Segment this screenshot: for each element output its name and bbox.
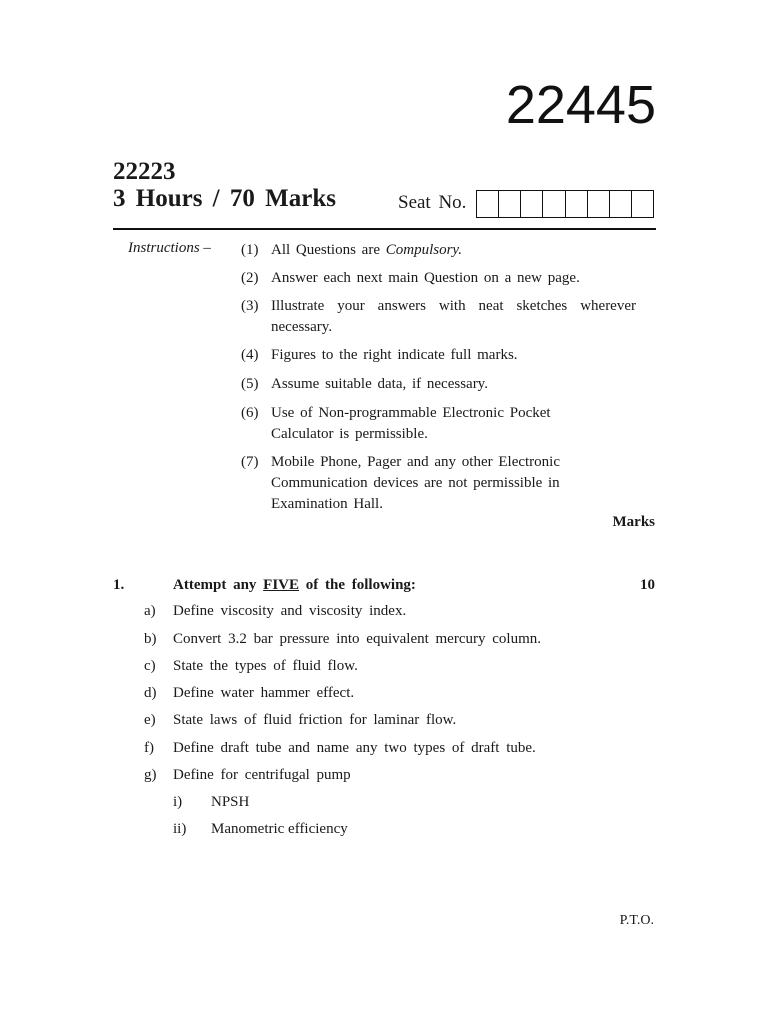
part-text: Define viscosity and viscosity index.	[173, 603, 407, 619]
duration-and-marks: 3 Hours / 70 Marks	[113, 185, 336, 212]
marks-column-heading: Marks	[612, 514, 655, 530]
part-label: b)	[144, 631, 157, 647]
question-prompt-text: of the following:	[299, 577, 416, 593]
subpart-label: i)	[173, 794, 183, 810]
instruction-text: Illustrate your answers with neat sketches wherever necessary.	[271, 298, 636, 335]
seat-box[interactable]	[566, 191, 588, 217]
instructions-label: Instructions –	[128, 240, 211, 256]
instruction-text: Assume suitable data, if necessary.	[271, 376, 488, 392]
part-label: c)	[144, 658, 156, 674]
instruction-number: (4)	[241, 347, 259, 363]
part-text: Define draft tube and name any two types of draft tube.	[173, 740, 536, 756]
seat-box[interactable]	[521, 191, 543, 217]
instruction-text: Use of Non-programmable Electronic Pocket Calculator is permissible.	[271, 405, 551, 442]
instruction-number: (5)	[241, 376, 259, 392]
subpart-text: NPSH	[211, 794, 250, 810]
question-prompt-text: Attempt any	[173, 577, 264, 593]
instruction-number: (1)	[241, 242, 259, 258]
seat-box[interactable]	[610, 191, 632, 217]
part-label: a)	[144, 603, 156, 619]
instruction-item	[241, 240, 636, 261]
instruction-text: Answer each next main Question on a new page.	[271, 270, 580, 286]
seat-box[interactable]	[543, 191, 565, 217]
instruction-item	[241, 403, 601, 445]
instruction-number: (2)	[241, 270, 259, 286]
instruction-item	[241, 374, 636, 395]
instruction-item	[241, 345, 636, 366]
seat-box[interactable]	[632, 191, 653, 217]
instruction-number: (7)	[241, 454, 259, 470]
seat-box[interactable]	[588, 191, 610, 217]
part-label: e)	[144, 712, 156, 728]
part-label: f)	[144, 740, 154, 756]
instruction-item	[241, 452, 601, 515]
seat-box[interactable]	[477, 191, 499, 217]
part-text: Define for centrifugal pump	[173, 767, 351, 783]
instruction-number: (6)	[241, 405, 259, 421]
seat-number-label: Seat No.	[398, 192, 467, 213]
instruction-item	[241, 268, 636, 289]
question-marks: 10	[640, 577, 655, 593]
part-label: g)	[144, 767, 157, 783]
question-prompt	[173, 577, 416, 594]
instruction-text: Figures to the right indicate full marks.	[271, 347, 518, 363]
paper-code: 22445	[505, 75, 656, 135]
instruction-item	[241, 296, 636, 338]
instruction-text: All Questions are	[271, 242, 386, 258]
instruction-emphasis: Compulsory.	[385, 242, 462, 258]
part-text: State the types of fluid flow.	[173, 658, 358, 674]
subpart-label: ii)	[173, 821, 187, 837]
part-text: Convert 3.2 bar pressure into equivalent mercury column.	[173, 631, 541, 647]
instruction-text: Mobile Phone, Pager and any other Electronic Communication devices are not permissible in Examination Hall.	[271, 454, 561, 512]
part-text: Define water hammer effect.	[173, 685, 355, 701]
subject-code: 22223	[113, 158, 176, 185]
part-text: State laws of fluid friction for laminar flow.	[173, 712, 457, 728]
seat-number-boxes[interactable]	[476, 190, 654, 218]
seat-box[interactable]	[499, 191, 521, 217]
question-prompt-emphasis: FIVE	[263, 577, 299, 593]
part-label: d)	[144, 685, 157, 701]
header-divider	[113, 228, 656, 230]
question-number: 1.	[113, 577, 125, 593]
please-turn-over: P.T.O.	[619, 913, 654, 928]
subpart-text: Manometric efficiency	[211, 821, 348, 837]
instruction-number: (3)	[241, 298, 259, 314]
